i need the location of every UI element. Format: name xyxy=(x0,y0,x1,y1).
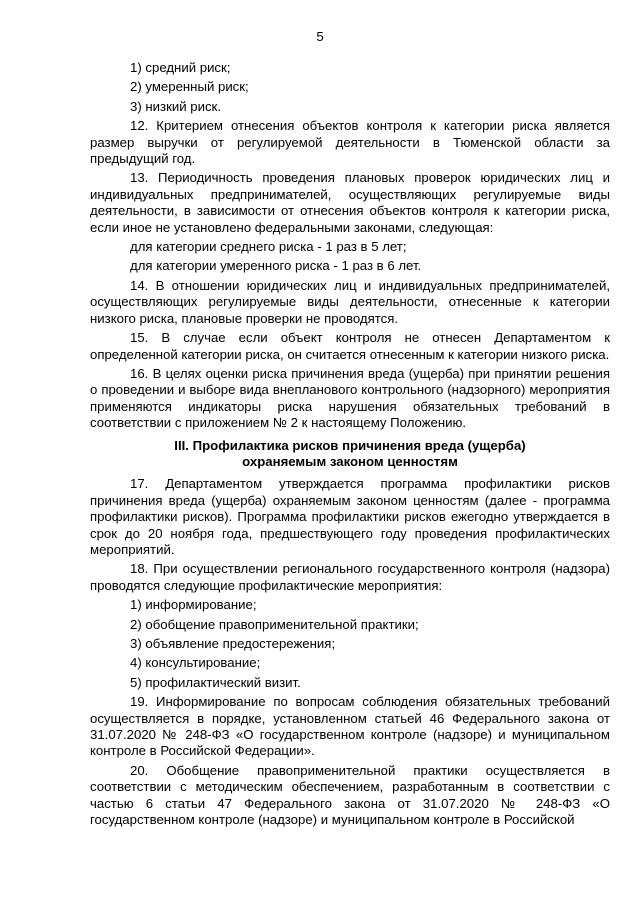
list-item-generalization: 2) обобщение правоприменительной практики; xyxy=(130,616,419,632)
frequency-moderate-risk: для категории умеренного риска - 1 раз в 6 лет. xyxy=(130,258,422,274)
list-item-warning: 3) объявление предостережения; xyxy=(130,636,336,651)
section-heading-line-2: охраняемым законом ценностям xyxy=(242,453,458,469)
paragraph-18: 18. При осуществлении регионального государственного контроля (надзора) проводятся следующие профилактические мероприятия: xyxy=(90,561,610,593)
paragraph-15: 15. В случае если объект контроля не отнесен Департаментом к определенной категории риска, он считается отнесенным к категории низкого риска. xyxy=(90,330,610,362)
list-item-low-risk: 3) низкий риск. xyxy=(130,98,221,114)
paragraph-19: 19. Информирование по вопросам соблюдения обязательных требований осуществляется в порядке, установленном статьей 46 Федерального закона от 31.07.2020 № 248-ФЗ «О государственном контроле (надзоре) и муниципальном контроле в Российской Федерации». xyxy=(90,694,610,759)
list-item-consulting: 4) консультирование; xyxy=(130,655,261,671)
paragraph-16: 16. В целях оценки риска причинения вреда (ущерба) при принятии решения о проведении и выборе вида внепланового контрольного (надзорного) мероприятия применяются индикаторы риска нарушения обязательных требований в соответствии с приложением № 2 к настоящему Положению. xyxy=(90,365,610,431)
paragraph-17: 17. Департаментом утверждается программа профилактики рисков причинения вреда (ущерба) охраняемым законом ценностям (далее - программа профилактики рисков). Программа профилактики рисков ежегодно утверждается в срок до 20 ноября года, предшествующего году проведения профилактических мероприятий. xyxy=(90,476,610,557)
list-item-moderate-risk: 2) умеренный риск; xyxy=(130,79,249,95)
document-body xyxy=(90,60,610,831)
list-item-visit: 5) профилактический визит. xyxy=(130,674,301,690)
list-item-informing: 1) информирование; xyxy=(130,597,257,613)
frequency-medium-risk: для категории среднего риска - 1 раз в 5 лет; xyxy=(130,239,407,255)
paragraph-12: 12. Критерием отнесения объектов контроля к категории риска является размер выручки от регулируемой деятельности в Тюменской области за предыдущий год. xyxy=(90,118,610,167)
page-number: 5 xyxy=(316,29,324,44)
paragraph-13: 13. Периодичность проведения плановых проверок юридических лиц и индивидуальных предпринимателей, осуществляющих регулируемые виды деятельности, в зависимости от отнесения объектов контроля к категории риска, если иное не установлено федеральными законами, следующая: xyxy=(90,170,610,235)
paragraph-14: 14. В отношении юридических лиц и индивидуальных предпринимателей, осуществляющих регулируемые виды деятельности, отнесенные к категории низкого риска, плановые проверки не проводятся. xyxy=(90,277,610,326)
section-heading-line-1: III. Профилактика рисков причинения вреда (ущерба) xyxy=(174,437,526,453)
list-item-medium-risk: 1) средний риск; xyxy=(130,60,231,75)
section-heading xyxy=(90,438,610,471)
paragraph-20: 20. Обобщение правоприменительной практики осуществляется в соответствии с методическим обеспечением, разработанным в соответствии с частью 6 статьи 47 Федерального закона от 31.07.2020 № 248-ФЗ «О государственном контроле (надзоре) и муниципальном контроле в Российской xyxy=(90,762,610,828)
